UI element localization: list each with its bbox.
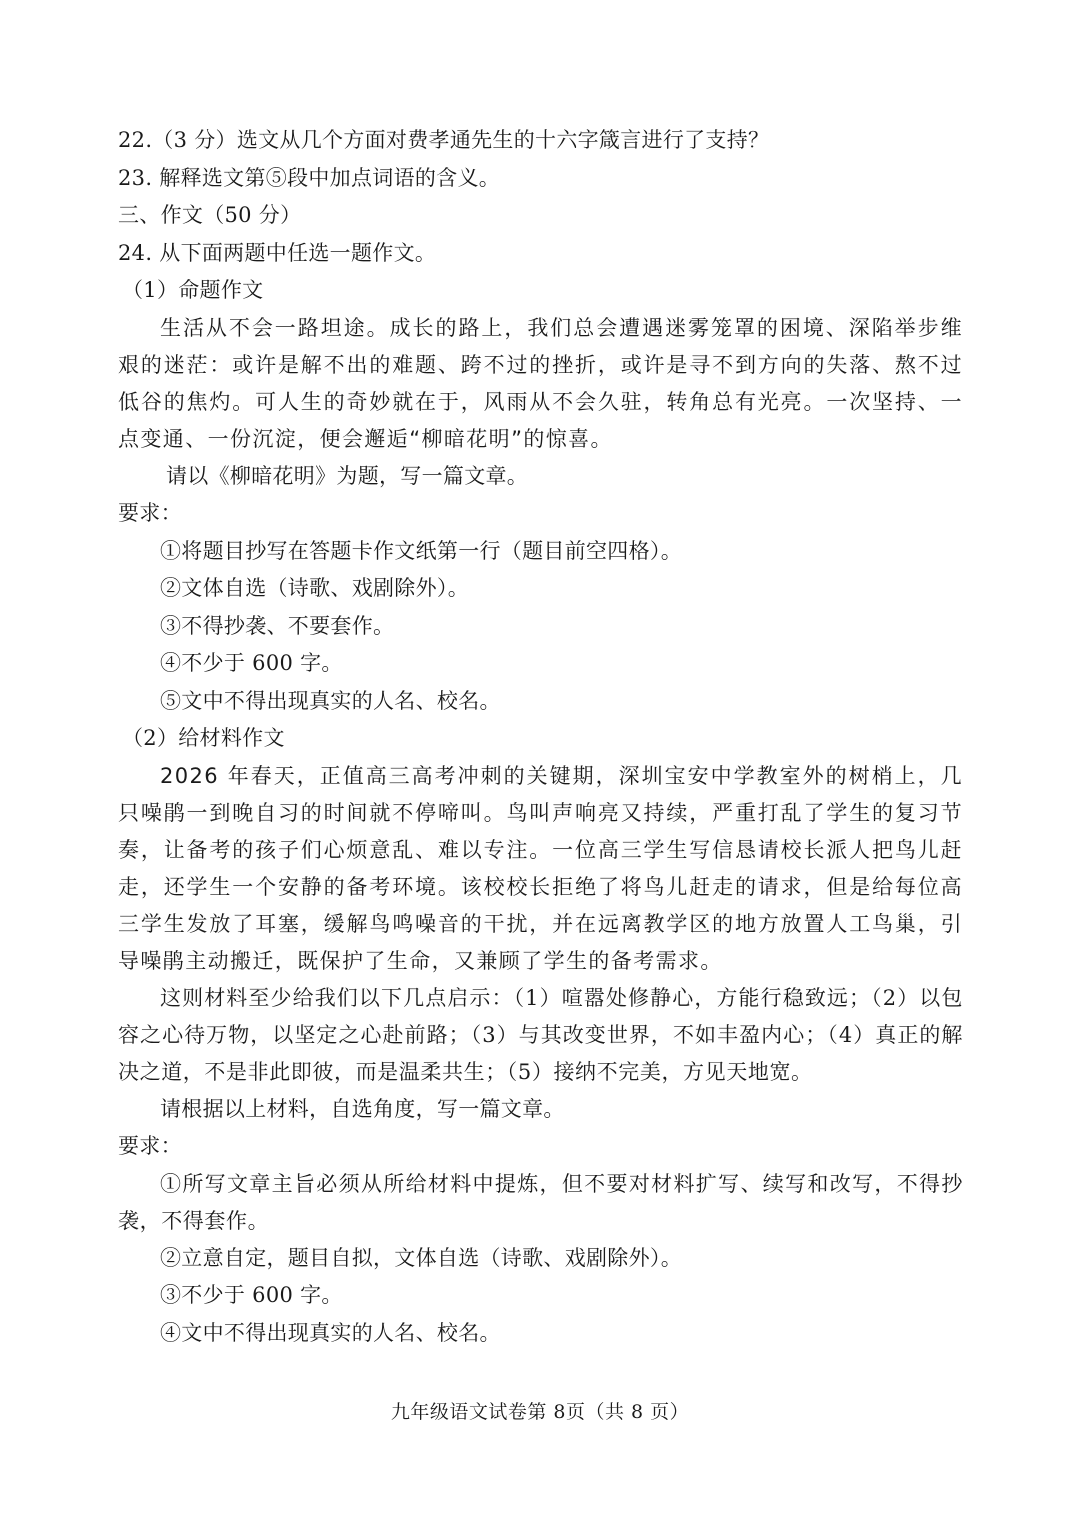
option1-prompt: 请以《柳暗花明》为题，写一篇文章。 [166, 463, 529, 488]
option1-requirements-label: 要求： [118, 501, 182, 525]
option1-heading: （1）命题作文 [122, 278, 264, 302]
option1-requirement-5: ⑤文中不得出现真实的人名、校名。 [160, 688, 501, 713]
option1-requirement-2: ②文体自选（诗歌、戏剧除外）。 [160, 576, 469, 600]
option1-requirement-1: ①将题目抄写在答题卡作文纸第一行（题目前空四格）。 [160, 538, 682, 563]
option1-passage: 生活从不会一路坦途。成长的路上，我们总会遭遇迷雾笼罩的困境、深陷举步维艰的迷茫：或许是解不出的难题、跨不过的挫折，或许是寻不到方向的失落、熬不过低谷的焦灼。可人生的奇妙就在于，风雨从不会久驻，转角总有光亮。一次坚持、一点变通、一份沉淀，便会邂逅“柳暗花明”的惊喜。 [118, 315, 963, 451]
option2-requirement-1: ①所写文章主旨必须从所给材料中提炼，但不要对材料扩写、续写和改写，不得抄袭，不得套作。 [118, 1171, 963, 1233]
question-22: 22.（3 分）选文从几个方面对费孝通先生的十六字箴言进行了支持？ [118, 128, 770, 152]
question-23: 23. 解释选文第⑤段中加点词语的含义。 [118, 165, 501, 190]
option2-material: 2026 年春天，正值高三高考冲刺的关键期，深圳宝安中学教室外的树梢上，几只噪鹃一到晚自习的时间就不停啼叫。鸟叫声响亮又持续，严重打乱了学生的复习节奏，让备考的孩子们心烦意乱、难以专注。一位高三学生写信恳请校长派人把鸟儿赶走，还学生一个安静的备考环境。该校校长拒绝了将鸟儿赶走的请求，但是给每位高三学生发放了耳塞，缓解鸟鸣噪音的干扰，并在远离教学区的地方放置人工鸟巢，引导噪鹃主动搬迁，既保护了生命，又兼顾了学生的备考需求。 [118, 763, 963, 973]
option2-prompt: 请根据以上材料，自选角度，写一篇文章。 [160, 1096, 565, 1121]
page-footer: 九年级语文试卷第 8页（共 8 页） [390, 1401, 690, 1423]
option2-requirement-4: ④文中不得出现真实的人名、校名。 [160, 1320, 501, 1345]
question-24: 24. 从下面两题中任选一题作文。 [118, 240, 437, 265]
option2-insight: 这则材料至少给我们以下几点启示：（1）喧嚣处修静心，方能行稳致远；（2）以包容之心待万物，以坚定之心赴前路；（3）与其改变世界，不如丰盈内心；（4）真正的解决之道，不是非此即彼，而是温柔共生；（5）接纳不完美，方见天地宽。 [118, 985, 963, 1084]
option2-requirements-label: 要求： [118, 1134, 182, 1158]
option2-requirement-3: ③不少于 600 字。 [160, 1283, 343, 1307]
option1-requirement-3: ③不得抄袭、不要套作。 [160, 613, 395, 638]
option2-requirement-2: ②立意自定，题目自拟，文体自选（诗歌、戏剧除外）。 [160, 1245, 682, 1270]
option1-requirement-4: ④不少于 600 字。 [160, 651, 343, 675]
option2-heading: （2）给材料作文 [122, 726, 285, 750]
section-title-composition: 三、作文（50 分） [118, 203, 302, 227]
exam-page-content [118, 122, 963, 1352]
